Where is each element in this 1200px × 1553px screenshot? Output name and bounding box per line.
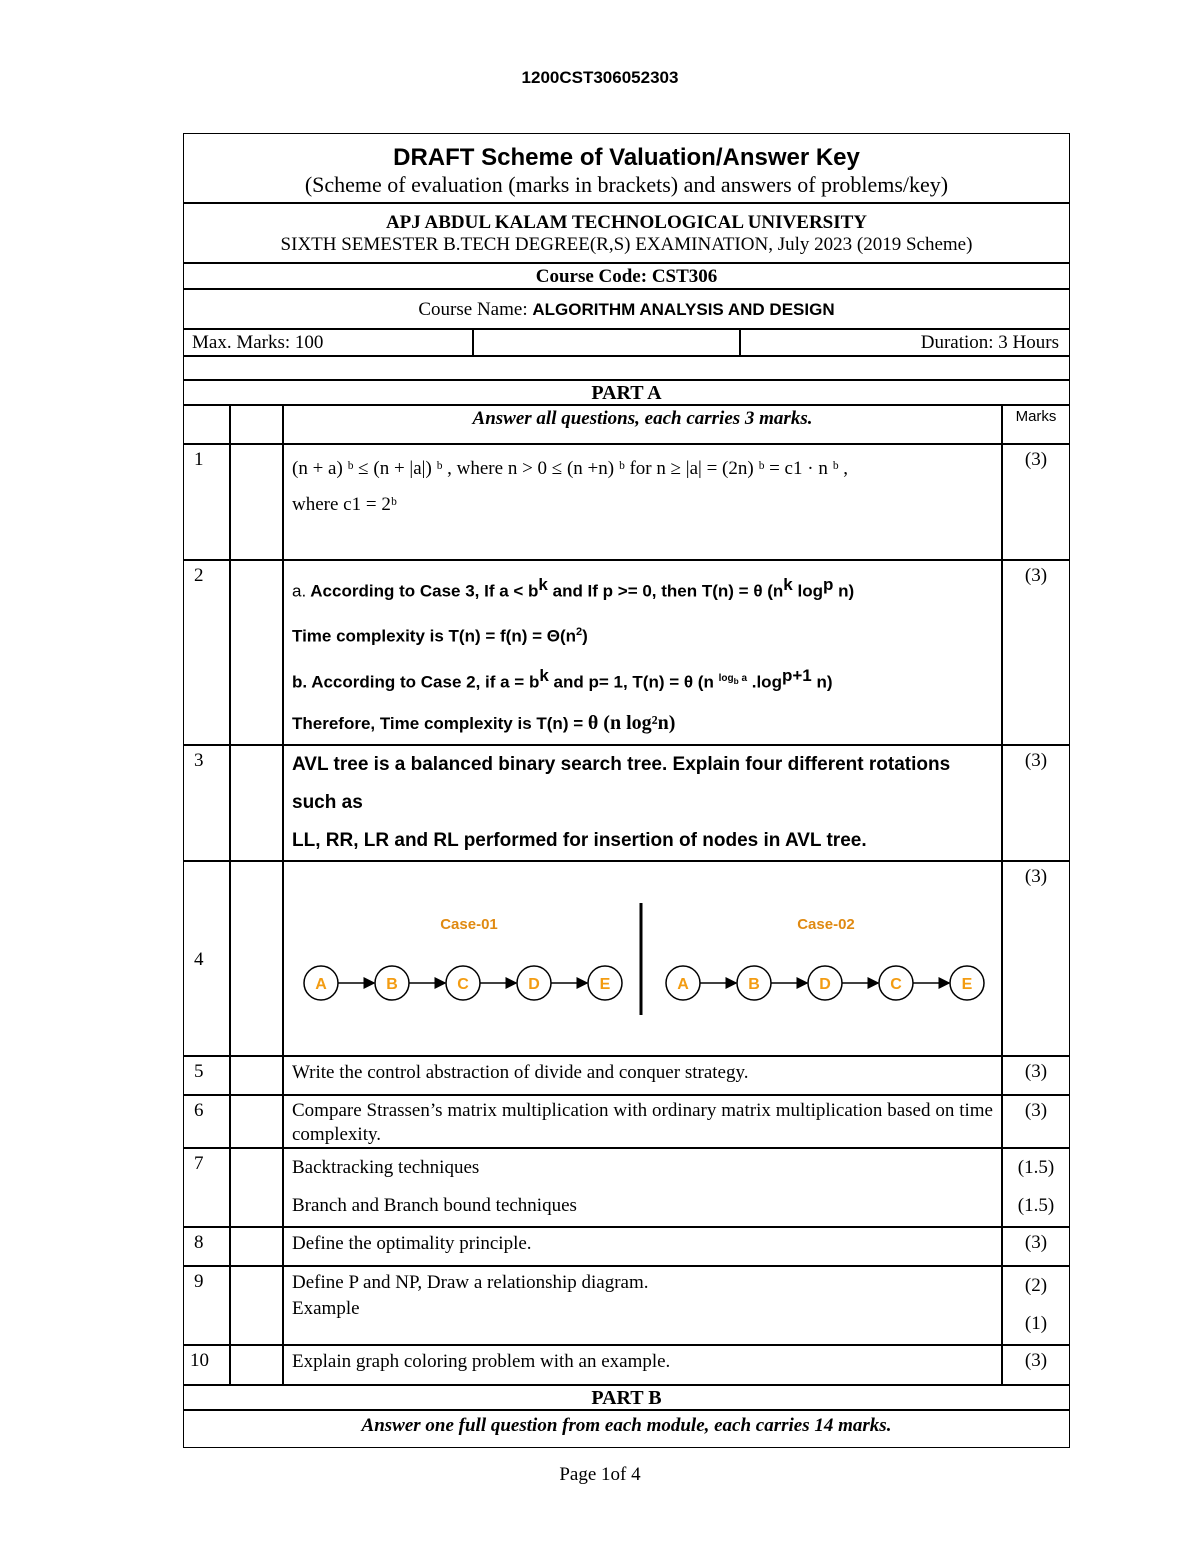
table-row: [184, 1266, 1069, 1345]
empty-cell: [230, 861, 283, 1056]
empty-cell: [230, 745, 283, 861]
empty-cell: [230, 1266, 283, 1345]
question-answer: Compare Strassen’s matrix multiplication with ordinary matrix multiplication based on time complexity.: [283, 1095, 1002, 1148]
draft-title: DRAFT Scheme of Valuation/Answer Key: [393, 144, 860, 171]
question-number: 8: [184, 1227, 230, 1266]
answer-line: Example: [292, 1297, 360, 1319]
part-b-instruction: Answer one full question from each module, each carries 14 marks.: [361, 1414, 892, 1436]
table-row: [184, 1148, 1069, 1227]
blank-row: [184, 357, 1069, 381]
question-number: 9: [184, 1266, 230, 1345]
answer-line: Branch and Branch bound techniques: [292, 1194, 577, 1216]
question-answer: Define the optimality principle.: [283, 1227, 1002, 1266]
empty-cell: [230, 1056, 283, 1095]
part-a-title: PART A: [184, 381, 1069, 406]
case-1-node-label: A: [315, 975, 327, 993]
table-row: [184, 1095, 1069, 1148]
case-2-node-label: A: [677, 975, 689, 993]
empty-cell: [474, 330, 741, 355]
table-row: [184, 745, 1069, 861]
draft-subtitle: (Scheme of evaluation (marks in brackets) and answers of problems/key): [304, 172, 949, 197]
table-row: [184, 444, 1069, 560]
question-marks: (3): [1002, 745, 1069, 861]
empty-cell: [230, 444, 283, 560]
empty-cell: [230, 560, 283, 745]
marks-part: (2): [1024, 1274, 1048, 1296]
case-1-list: [304, 966, 622, 1000]
page-number: Page 1of 4: [559, 1464, 641, 1485]
answer-line: b. According to Case 2, if $a = b^k$ and p= 1, T(n) = θ (n $^{log_b a}$ $.\log^{p+1}$ n): [292, 666, 833, 692]
question-marks: (3): [1002, 444, 1069, 560]
case-2-list: [666, 966, 984, 1000]
question-number: 5: [184, 1056, 230, 1095]
question-marks: [1002, 1266, 1069, 1345]
exam-block: [184, 204, 1069, 264]
answer-line: Define P and NP, Draw a relationship diagram.: [292, 1271, 649, 1293]
answer-line: Backtracking techniques: [292, 1156, 480, 1178]
question-number: 1: [184, 444, 230, 560]
course-name-label: Course Name:: [418, 299, 533, 320]
exam-name: SIXTH SEMESTER B.TECH DEGREE(R,S) EXAMINATION, July 2023 (2019 Scheme): [280, 234, 973, 255]
question-number: 2: [184, 560, 230, 745]
answer-key-sheet: [183, 133, 1070, 1448]
question-answer: [283, 861, 1002, 1056]
empty-cell: [230, 1345, 283, 1384]
linked-list-diagram: [285, 863, 1000, 1053]
answer-line: a. According to Case 3, If $a < b^k$ and If p >= 0, then T(n) = θ ($n^k$ $\log^p n$): [292, 575, 855, 601]
case-2-label: Case-02: [797, 915, 855, 933]
table-row: [184, 1345, 1069, 1384]
table-header-row: [184, 406, 1069, 444]
case-2-node-label: E: [961, 975, 973, 993]
marks-part: (1): [1024, 1312, 1048, 1334]
answer-line: AVL tree is a balanced binary search tree. Explain four different rotations such as: [292, 753, 951, 813]
question-answer: [283, 1266, 1002, 1345]
case-1-node-label: C: [457, 975, 469, 993]
duration: Duration: 3 Hours: [920, 332, 1059, 353]
course-code: Course Code: CST306: [184, 264, 1069, 290]
question-number: 10: [184, 1345, 230, 1384]
case-1-node-label: D: [528, 975, 540, 993]
marks-part: (1.5): [1017, 1194, 1055, 1216]
empty-cell: [230, 1227, 283, 1266]
case-1-node-label: B: [386, 975, 398, 993]
marks-part: (1.5): [1017, 1156, 1055, 1178]
question-answer: [283, 560, 1002, 745]
question-marks: (3): [1002, 1056, 1069, 1095]
answer-line: (n + a) ᵇ ≤ (n + |a|) ᵇ , where n > 0 ≤ (n +n) ᵇ for n ≥ |a| = (2n) ᵇ = c1 · n ᵇ ,: [292, 458, 848, 479]
document-code: 1200CST306052303: [521, 68, 679, 87]
course-name: ALGORITHM ANALYSIS AND DESIGN: [532, 300, 835, 319]
question-answer: Write the control abstraction of divide and conquer strategy.: [283, 1056, 1002, 1095]
question-marks: (3): [1002, 560, 1069, 745]
title-block: [184, 134, 1069, 204]
question-number: 3: [184, 745, 230, 861]
part-a-table: [184, 406, 1069, 1384]
question-answer: [283, 745, 1002, 861]
case-2-node-label: D: [819, 975, 831, 993]
case-1-node-label: E: [599, 975, 611, 993]
answer-line: LL, RR, LR and RL performed for insertion of nodes in AVL tree.: [292, 829, 867, 851]
question-marks: [1002, 1148, 1069, 1227]
case-2-node-label: B: [748, 975, 760, 993]
part-a-instruction: Answer all questions, each carries 3 marks.: [283, 406, 1002, 444]
marks-header: Marks: [1002, 406, 1069, 444]
question-answer: Explain graph coloring problem with an example.: [283, 1345, 1002, 1384]
course-name-row: [184, 290, 1069, 330]
question-marks: (3): [1002, 1095, 1069, 1148]
empty-cell: [184, 406, 230, 444]
empty-cell: [230, 1095, 283, 1148]
part-b-title: PART B: [184, 1386, 1069, 1411]
question-answer: [283, 444, 1002, 560]
marks-duration-row: [184, 330, 1069, 357]
table-row: [184, 560, 1069, 745]
question-number: 6: [184, 1095, 230, 1148]
table-row: [184, 861, 1069, 1056]
question-marks: (3): [1002, 861, 1069, 1056]
answer-line: Therefore, Time complexity is T(n) = θ (n log²n): [292, 711, 676, 734]
university-name: APJ ABDUL KALAM TECHNOLOGICAL UNIVERSITY: [385, 212, 868, 233]
empty-cell: [230, 1148, 283, 1227]
case-2-node-label: C: [890, 975, 902, 993]
table-row: [184, 1056, 1069, 1095]
case-1-label: Case-01: [440, 915, 498, 933]
max-marks: Max. Marks: 100: [184, 330, 474, 355]
question-marks: (3): [1002, 1345, 1069, 1384]
question-answer: [283, 1148, 1002, 1227]
answer-line: where c1 = 2ᵇ: [292, 494, 397, 515]
empty-cell: [230, 406, 283, 444]
question-marks: (3): [1002, 1227, 1069, 1266]
question-number: 4: [184, 861, 230, 1056]
question-number: 7: [184, 1148, 230, 1227]
answer-line: Time complexity is $T(n) = f(n) = \Theta(n^2)$: [292, 625, 588, 646]
table-row: [184, 1227, 1069, 1266]
part-a-table-wrap: [184, 406, 1069, 1386]
